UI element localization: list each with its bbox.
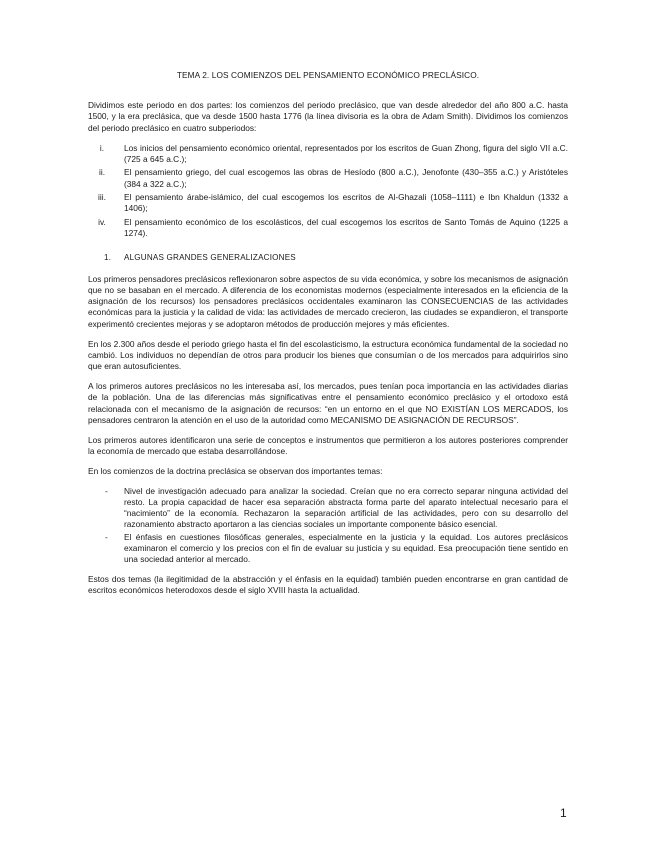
list-item <box>88 486 568 531</box>
section-title: ALGUNAS GRANDES GENERALIZACIONES <box>124 253 296 263</box>
closing-paragraph: Estos dos temas (la ilegitimidad de la abstracción y el énfasis en la equidad) también pueden encontrarse en gran cantidad de escritos económicos heterodoxos desde el siglo XVIII hasta la actualidad. <box>88 573 568 595</box>
body-paragraph: Los primeros pensadores preclásicos reflexionaron sobre aspectos de su vida económica, y sobre los mecanismos de asignación que no se basaban en el mercado. A diferencia de los economistas modernos (especialmente interesados en la eficiencia de la asignación de los recursos) los pensadores preclásicos occidentales examinaron las CONSECUENCIAS de las actividades económicas para la justicia y la calidad de vida: las actividades de mercado crecieron, las ciudades se expandieron, el transporte experimentó crecientes mejoras y se adoptaron métodos de producción mejores y más eficientes. <box>88 273 568 329</box>
list-item-text: Los inicios del pensamiento económico oriental, representados por los escritos de Guan Zhong, figura del siglo VII a.C. (725 a 645 a.C.); <box>124 142 568 165</box>
list-item <box>88 143 568 166</box>
dash-bullet: - <box>105 531 108 542</box>
dash-bullet: - <box>105 485 108 496</box>
body-paragraph: A los primeros autores preclásicos no les interesaba así, los mercados, pues tenían poca importancia en las actividades diarias de la población. Una de las diferencias más significativas entre el pensamiento económico preclásico y el ortodoxo está relacionada con el mecanismo de la asignación de recursos: “en un entorno en el que NO EXISTÍAN LOS MERCADOS, los pensadores centraron la atención en el uso de la autoridad como MECANISMO DE ASIGNACIÓN DE RECURSOS”. <box>88 380 568 425</box>
list-item-text: El pensamiento árabe-islámico, del cual escogemos los escritos de Al-Ghazali (1058–1111) e Ibn Khaldun (1332 a 1406); <box>124 192 568 214</box>
list-item-text: El énfasis en cuestiones filosóficas generales, especialmente en la justicia y la equidad. Los autores preclásicos examinaron el comercio y los precios con el fin de evaluar su justicia y su equidad. Esa preocupación tiene sentido en una sociedad anterior al mercado. <box>124 531 568 565</box>
list-item <box>88 217 568 240</box>
list-item <box>88 532 568 566</box>
intro-paragraph: Dividimos este periodo en dos partes: los comienzos del periodo preclásico, que van desde alrededor del año 800 a.C. hasta 1500, y la era preclásica, que va desde 1500 hasta 1776 (la línea divisoria es la obra de Adam Smith). Dividimos los comienzos del periodo preclásico en cuatro subperiodos: <box>88 100 568 133</box>
list-item-number: iii. <box>98 192 106 203</box>
section-heading <box>88 252 568 263</box>
list-item-number: iv. <box>98 216 106 227</box>
list-item-text: El pensamiento griego, del cual escogemos las obras de Hesíodo (800 a.C.), Jenofonte (430–355 a.C.) y Aristóteles (384 a 322 a.C.); <box>124 167 568 189</box>
page-number: 1 <box>560 806 567 820</box>
themes-list <box>88 486 568 566</box>
body-paragraph: Los primeros autores identificaron una serie de conceptos e instrumentos que permitieron a los autores posteriores comprender la economía de mercado que estaba desarrollándose. <box>88 434 568 456</box>
list-item <box>88 167 568 190</box>
body-paragraph: En los comienzos de la doctrina preclásica se observan dos importantes temas: <box>88 465 383 476</box>
document-body <box>88 100 568 605</box>
body-paragraph: En los 2.300 años desde el periodo griego hasta el fin del escolasticismo, la estructura económica fundamental de la sociedad no cambió. Los individuos no dependían de otros para producir los bienes que consumían o de los mercados para adquirirlos sino que eran autosuficientes. <box>88 338 568 372</box>
section-number: 1. <box>104 253 112 263</box>
list-item-text: Nivel de investigación adecuado para analizar la sociedad. Creían que no era correcto separar ninguna actividad del resto. La propia capacidad de hacer esa separación abstracta forma parte del aparato intelectual necesario para el “nacimiento” de la economía. Rechazaron la separación artificial de las actividades, pero con su desarrollo del razonamiento abstracto aportaron a las ciencias sociales un importante componente básico esencial. <box>124 485 568 530</box>
list-item-number: i. <box>99 142 105 153</box>
document-title: TEMA 2. LOS COMIENZOS DEL PENSAMIENTO ECONÓMICO PRECLÁSICO. <box>176 70 480 80</box>
list-item <box>88 192 568 215</box>
subperiod-list <box>88 143 568 239</box>
list-item-number: ii. <box>98 167 106 178</box>
list-item-text: El pensamiento económico de los escolásticos, del cual escogemos los escritos de Santo Tomás de Aquino (1225 a 1274). <box>124 216 568 238</box>
